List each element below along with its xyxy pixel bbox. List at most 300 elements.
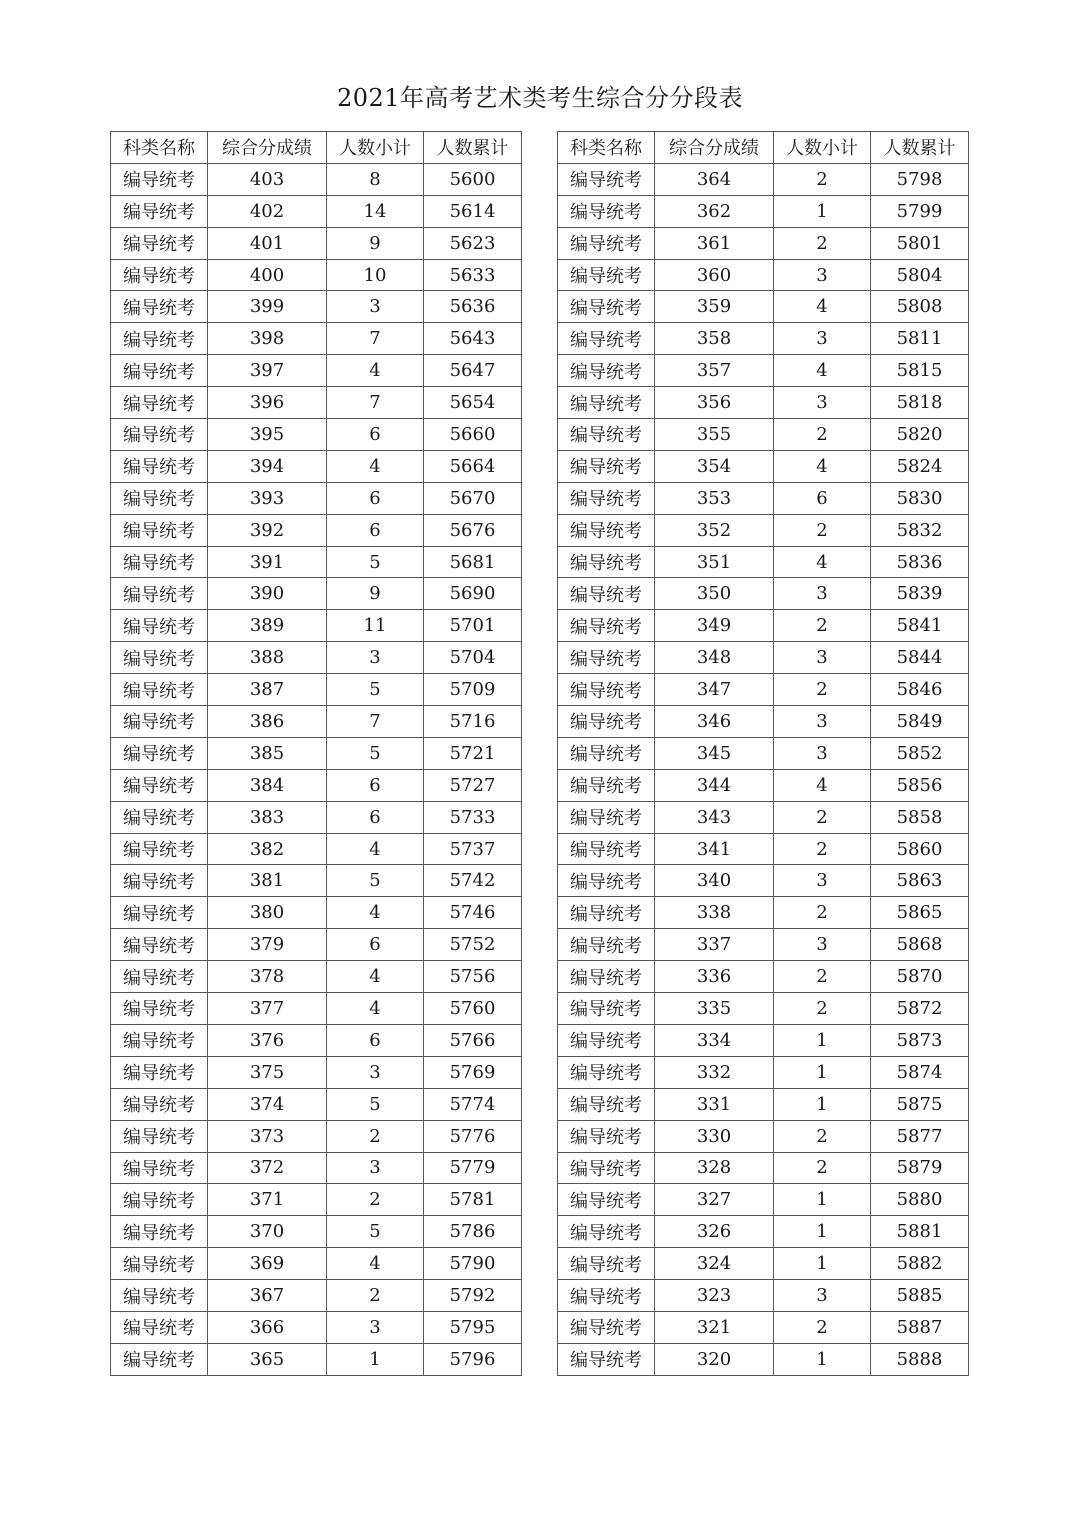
table-row [558,993,969,1025]
cell-cumulative: 5858 [871,801,969,833]
cell-category: 编导统考 [558,1088,655,1120]
cell-score: 402 [208,195,327,227]
cell-score: 369 [208,1248,327,1280]
cell-count: 2 [327,1120,424,1152]
cell-cumulative: 5870 [871,961,969,993]
cell-cumulative: 5704 [424,642,522,674]
cell-cumulative: 5795 [424,1311,522,1343]
cell-cumulative: 5779 [424,1152,522,1184]
cell-count: 2 [327,1280,424,1312]
cell-score: 401 [208,227,327,259]
cell-cumulative: 5636 [424,291,522,323]
table-row [111,450,522,482]
table-header-row [558,132,969,164]
cell-count: 6 [327,929,424,961]
cell-score: 400 [208,259,327,291]
cell-category: 编导统考 [111,1280,208,1312]
cell-category: 编导统考 [558,737,655,769]
header-cumulative: 人数累计 [871,132,969,164]
cell-count: 3 [327,1056,424,1088]
cell-count: 4 [774,450,871,482]
cell-score: 393 [208,482,327,514]
cell-score: 320 [655,1343,774,1375]
cell-cumulative: 5690 [424,578,522,610]
table-row [111,1216,522,1248]
cell-category: 编导统考 [111,769,208,801]
table-row [111,610,522,642]
cell-category: 编导统考 [558,1216,655,1248]
cell-category: 编导统考 [558,1056,655,1088]
cell-category: 编导统考 [111,482,208,514]
cell-score: 383 [208,801,327,833]
cell-category: 编导统考 [558,355,655,387]
cell-count: 8 [327,163,424,195]
table-row [111,227,522,259]
cell-score: 398 [208,323,327,355]
cell-count: 4 [327,355,424,387]
cell-category: 编导统考 [111,1056,208,1088]
table-row [111,291,522,323]
cell-category: 编导统考 [558,450,655,482]
cell-cumulative: 5796 [424,1343,522,1375]
cell-count: 3 [774,1280,871,1312]
table-row [558,419,969,451]
cell-score: 367 [208,1280,327,1312]
cell-score: 347 [655,674,774,706]
cell-score: 372 [208,1152,327,1184]
cell-count: 7 [327,706,424,738]
cell-category: 编导统考 [558,195,655,227]
cell-category: 编导统考 [558,291,655,323]
cell-cumulative: 5885 [871,1280,969,1312]
cell-count: 6 [327,482,424,514]
table-row [558,769,969,801]
cell-category: 编导统考 [111,1184,208,1216]
cell-count: 2 [774,961,871,993]
cell-count: 2 [774,801,871,833]
cell-category: 编导统考 [111,642,208,674]
cell-category: 编导统考 [111,355,208,387]
cell-count: 3 [774,387,871,419]
cell-score: 326 [655,1216,774,1248]
table-row [111,578,522,610]
cell-category: 编导统考 [111,897,208,929]
cell-cumulative: 5830 [871,482,969,514]
cell-count: 1 [774,1184,871,1216]
cell-cumulative: 5801 [871,227,969,259]
cell-count: 3 [774,706,871,738]
cell-cumulative: 5733 [424,801,522,833]
cell-category: 编导统考 [111,387,208,419]
table-row [111,769,522,801]
cell-cumulative: 5804 [871,259,969,291]
cell-score: 395 [208,419,327,451]
table-row [111,163,522,195]
cell-cumulative: 5887 [871,1311,969,1343]
table-row [111,482,522,514]
cell-category: 编导统考 [558,546,655,578]
cell-category: 编导统考 [111,801,208,833]
cell-score: 366 [208,1311,327,1343]
cell-cumulative: 5880 [871,1184,969,1216]
cell-cumulative: 5786 [424,1216,522,1248]
cell-score: 389 [208,610,327,642]
cell-category: 编导统考 [558,323,655,355]
cell-cumulative: 5839 [871,578,969,610]
cell-cumulative: 5844 [871,642,969,674]
cell-count: 3 [774,578,871,610]
cell-cumulative: 5882 [871,1248,969,1280]
cell-cumulative: 5879 [871,1152,969,1184]
cell-score: 386 [208,706,327,738]
cell-cumulative: 5766 [424,1024,522,1056]
cell-category: 编导统考 [558,961,655,993]
header-count: 人数小计 [774,132,871,164]
cell-count: 2 [774,897,871,929]
cell-cumulative: 5863 [871,865,969,897]
cell-score: 344 [655,769,774,801]
cell-category: 编导统考 [111,1343,208,1375]
cell-category: 编导统考 [558,801,655,833]
cell-count: 6 [327,801,424,833]
cell-category: 编导统考 [558,1343,655,1375]
cell-category: 编导统考 [558,1248,655,1280]
table-row [558,801,969,833]
cell-score: 362 [655,195,774,227]
cell-score: 397 [208,355,327,387]
cell-score: 370 [208,1216,327,1248]
cell-cumulative: 5860 [871,833,969,865]
cell-cumulative: 5799 [871,195,969,227]
cell-category: 编导统考 [111,706,208,738]
cell-score: 390 [208,578,327,610]
cell-cumulative: 5756 [424,961,522,993]
cell-count: 1 [774,195,871,227]
table-row [558,259,969,291]
cell-score: 354 [655,450,774,482]
cell-cumulative: 5727 [424,769,522,801]
cell-score: 382 [208,833,327,865]
cell-score: 330 [655,1120,774,1152]
cell-score: 338 [655,897,774,929]
cell-cumulative: 5873 [871,1024,969,1056]
cell-category: 编导统考 [111,1120,208,1152]
cell-score: 371 [208,1184,327,1216]
cell-count: 4 [327,961,424,993]
table-row [558,291,969,323]
table-row [558,1152,969,1184]
cell-score: 348 [655,642,774,674]
cell-count: 2 [774,993,871,1025]
cell-score: 353 [655,482,774,514]
cell-category: 编导统考 [558,1184,655,1216]
cell-score: 403 [208,163,327,195]
cell-cumulative: 5752 [424,929,522,961]
cell-category: 编导统考 [111,578,208,610]
cell-count: 2 [774,610,871,642]
table-row [558,355,969,387]
cell-count: 4 [327,450,424,482]
cell-count: 1 [774,1024,871,1056]
cell-cumulative: 5888 [871,1343,969,1375]
cell-score: 394 [208,450,327,482]
cell-count: 1 [774,1088,871,1120]
cell-count: 4 [327,897,424,929]
cell-count: 3 [774,642,871,674]
table-row [111,546,522,578]
cell-count: 10 [327,259,424,291]
cell-count: 3 [774,323,871,355]
table-row [111,1311,522,1343]
cell-count: 6 [327,769,424,801]
table-row [558,1216,969,1248]
table-row [558,578,969,610]
cell-score: 336 [655,961,774,993]
cell-category: 编导统考 [558,1311,655,1343]
table-row [111,865,522,897]
cell-count: 6 [327,419,424,451]
cell-count: 5 [327,737,424,769]
cell-count: 3 [774,259,871,291]
cell-count: 9 [327,227,424,259]
cell-count: 4 [774,769,871,801]
cell-count: 2 [774,163,871,195]
cell-score: 345 [655,737,774,769]
cell-cumulative: 5742 [424,865,522,897]
cell-count: 6 [327,514,424,546]
cell-category: 编导统考 [111,1216,208,1248]
cell-count: 3 [327,642,424,674]
cell-score: 365 [208,1343,327,1375]
cell-category: 编导统考 [558,1024,655,1056]
cell-score: 356 [655,387,774,419]
table-row [558,195,969,227]
cell-score: 361 [655,227,774,259]
cell-score: 377 [208,993,327,1025]
cell-score: 327 [655,1184,774,1216]
table-row [558,610,969,642]
cell-category: 编导统考 [111,291,208,323]
cell-count: 2 [774,674,871,706]
cell-category: 编导统考 [111,674,208,706]
table-row [111,1120,522,1152]
cell-score: 324 [655,1248,774,1280]
table-row [558,706,969,738]
header-score: 综合分成绩 [208,132,327,164]
cell-cumulative: 5721 [424,737,522,769]
table-row [111,642,522,674]
table-row [111,1056,522,1088]
cell-cumulative: 5776 [424,1120,522,1152]
cell-category: 编导统考 [558,674,655,706]
cell-category: 编导统考 [111,546,208,578]
cell-count: 2 [774,227,871,259]
cell-count: 4 [327,1248,424,1280]
cell-category: 编导统考 [111,833,208,865]
cell-cumulative: 5633 [424,259,522,291]
cell-count: 2 [774,1120,871,1152]
cell-score: 396 [208,387,327,419]
cell-cumulative: 5868 [871,929,969,961]
table-row [558,450,969,482]
cell-score: 332 [655,1056,774,1088]
table-row [111,1248,522,1280]
cell-category: 编导统考 [558,1280,655,1312]
cell-score: 341 [655,833,774,865]
cell-count: 5 [327,865,424,897]
cell-cumulative: 5865 [871,897,969,929]
cell-category: 编导统考 [558,163,655,195]
cell-score: 346 [655,706,774,738]
table-row [558,1024,969,1056]
table-row [558,1343,969,1375]
cell-score: 321 [655,1311,774,1343]
cell-cumulative: 5832 [871,514,969,546]
cell-category: 编导统考 [111,1311,208,1343]
header-category: 科类名称 [111,132,208,164]
cell-category: 编导统考 [558,1120,655,1152]
cell-count: 3 [774,737,871,769]
cell-count: 2 [774,833,871,865]
page-title: 2021年高考艺术类考生综合分分段表 [336,84,744,112]
cell-score: 399 [208,291,327,323]
cell-score: 334 [655,1024,774,1056]
cell-category: 编导统考 [558,1152,655,1184]
cell-score: 323 [655,1280,774,1312]
cell-cumulative: 5808 [871,291,969,323]
cell-cumulative: 5790 [424,1248,522,1280]
header-score: 综合分成绩 [655,132,774,164]
cell-score: 349 [655,610,774,642]
cell-cumulative: 5654 [424,387,522,419]
cell-cumulative: 5841 [871,610,969,642]
table-row [558,1056,969,1088]
header-cumulative: 人数累计 [424,132,522,164]
table-row [111,195,522,227]
cell-cumulative: 5676 [424,514,522,546]
cell-score: 387 [208,674,327,706]
table-row [558,1120,969,1152]
cell-category: 编导统考 [111,1088,208,1120]
cell-count: 4 [774,291,871,323]
cell-count: 9 [327,578,424,610]
cell-count: 6 [327,1024,424,1056]
table-row [111,833,522,865]
cell-cumulative: 5856 [871,769,969,801]
cell-cumulative: 5849 [871,706,969,738]
table-row [111,801,522,833]
cell-count: 2 [774,1152,871,1184]
cell-cumulative: 5877 [871,1120,969,1152]
cell-category: 编导统考 [558,769,655,801]
cell-category: 编导统考 [558,514,655,546]
cell-count: 14 [327,195,424,227]
cell-score: 352 [655,514,774,546]
cell-category: 编导统考 [111,227,208,259]
cell-score: 384 [208,769,327,801]
table-row [558,642,969,674]
cell-score: 391 [208,546,327,578]
table-row [111,355,522,387]
cell-cumulative: 5815 [871,355,969,387]
cell-category: 编导统考 [111,961,208,993]
cell-cumulative: 5746 [424,897,522,929]
cell-category: 编导统考 [558,387,655,419]
cell-cumulative: 5647 [424,355,522,387]
cell-score: 381 [208,865,327,897]
cell-score: 388 [208,642,327,674]
cell-category: 编导统考 [558,929,655,961]
cell-count: 4 [327,993,424,1025]
table-row [111,1088,522,1120]
cell-cumulative: 5836 [871,546,969,578]
cell-cumulative: 5760 [424,993,522,1025]
cell-category: 编导统考 [558,578,655,610]
cell-score: 357 [655,355,774,387]
cell-category: 编导统考 [111,1152,208,1184]
cell-category: 编导统考 [111,929,208,961]
cell-category: 编导统考 [558,642,655,674]
cell-score: 380 [208,897,327,929]
table-row [558,227,969,259]
cell-score: 379 [208,929,327,961]
table-row [558,929,969,961]
cell-cumulative: 5872 [871,993,969,1025]
cell-cumulative: 5781 [424,1184,522,1216]
cell-score: 392 [208,514,327,546]
cell-score: 376 [208,1024,327,1056]
cell-score: 335 [655,993,774,1025]
cell-cumulative: 5881 [871,1216,969,1248]
cell-count: 3 [774,929,871,961]
cell-cumulative: 5600 [424,163,522,195]
cell-cumulative: 5820 [871,419,969,451]
cell-cumulative: 5874 [871,1056,969,1088]
table-row [558,546,969,578]
table-row [111,993,522,1025]
cell-cumulative: 5846 [871,674,969,706]
cell-category: 编导统考 [111,1248,208,1280]
cell-score: 355 [655,419,774,451]
cell-category: 编导统考 [111,610,208,642]
cell-cumulative: 5709 [424,674,522,706]
table-row [111,1152,522,1184]
cell-category: 编导统考 [111,450,208,482]
cell-count: 3 [774,865,871,897]
cell-cumulative: 5852 [871,737,969,769]
cell-score: 375 [208,1056,327,1088]
cell-category: 编导统考 [558,259,655,291]
cell-cumulative: 5818 [871,387,969,419]
cell-category: 编导统考 [558,610,655,642]
cell-category: 编导统考 [558,227,655,259]
table-row [111,929,522,961]
cell-cumulative: 5681 [424,546,522,578]
cell-count: 2 [327,1184,424,1216]
cell-category: 编导统考 [111,195,208,227]
cell-score: 374 [208,1088,327,1120]
cell-cumulative: 5670 [424,482,522,514]
table-row [558,865,969,897]
cell-count: 5 [327,546,424,578]
cell-category: 编导统考 [558,897,655,929]
table-row [111,514,522,546]
cell-cumulative: 5769 [424,1056,522,1088]
table-row [111,419,522,451]
table-row [558,163,969,195]
cell-count: 4 [327,833,424,865]
table-row [111,1280,522,1312]
